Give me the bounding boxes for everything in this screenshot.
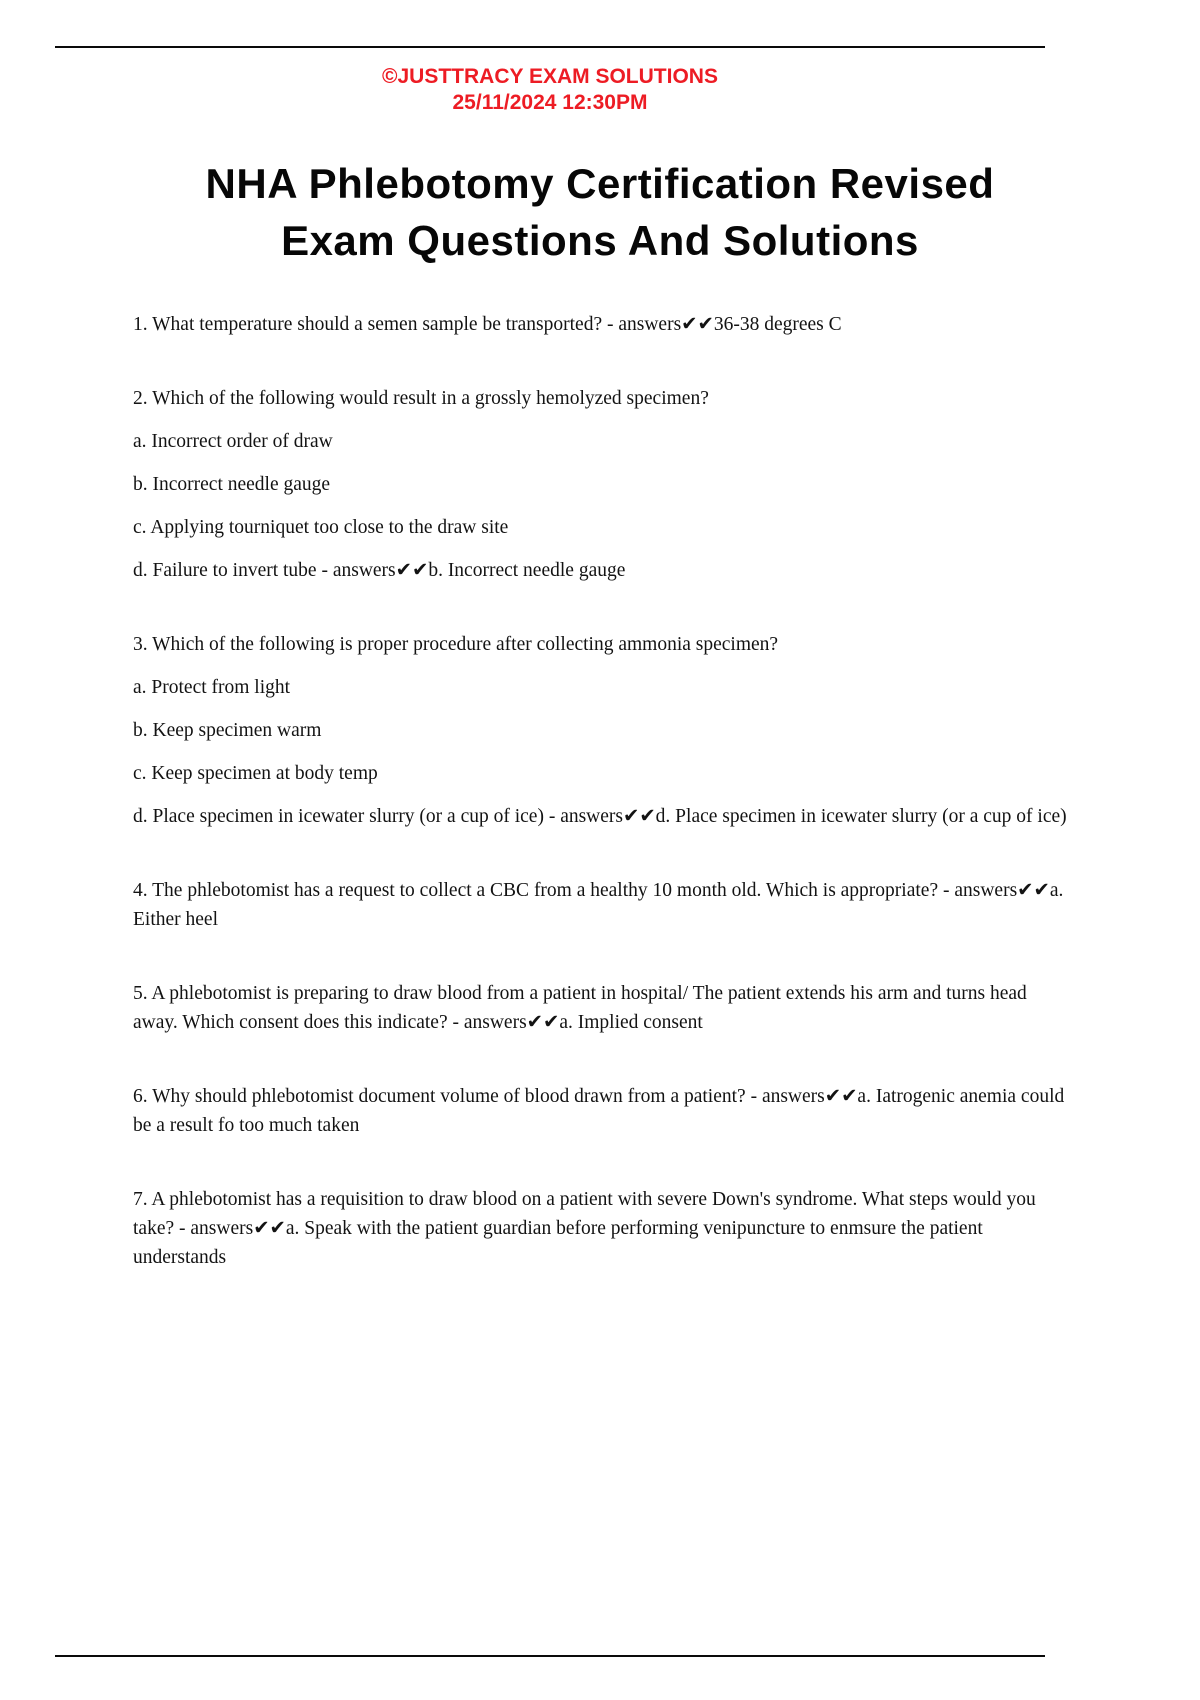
question-paragraph: 6. Why should phlebotomist document volume of blood drawn from a patient? - answers✔✔a. Iatrogenic anemia could be a result fo too much taken (133, 1086, 1065, 1136)
document-title-line1: NHA Phlebotomy Certification Revised (205, 160, 995, 207)
question-paragraph: 3. Which of the following is proper procedure after collecting ammonia specimen? (133, 634, 779, 655)
question-paragraph: b. Keep specimen warm (133, 720, 322, 741)
question-block-5 (133, 979, 1068, 1037)
top-divider (55, 46, 1045, 48)
question-block-7 (133, 1185, 1068, 1272)
question-paragraph: 5. A phlebotomist is preparing to draw blood from a patient in hospital/ The patient extends his arm and turns head away. Which consent does this indicate? - answers✔✔a. Implied consent (133, 983, 1027, 1033)
question-block-4 (133, 876, 1068, 934)
question-paragraph: a. Incorrect order of draw (133, 431, 333, 452)
question-paragraph: 4. The phlebotomist has a request to collect a CBC from a healthy 10 month old. Which is appropriate? - answers✔✔a. Either heel (133, 880, 1064, 930)
question-block-1 (133, 310, 1068, 339)
question-paragraph: d. Place specimen in icewater slurry (or a cup of ice) - answers✔✔d. Place specimen in icewater slurry (or a cup of ice) (133, 806, 1067, 827)
question-block-3 (133, 630, 1068, 831)
header-timestamp: 25/11/2024 12:30PM (452, 91, 648, 114)
question-paragraph: 7. A phlebotomist has a requisition to draw blood on a patient with severe Down's syndrome. What steps would you take? - answers✔✔a. Speak with the patient guardian before performing venipuncture to enmsure the patient understands (133, 1189, 1036, 1268)
bottom-divider (55, 1655, 1045, 1657)
document-title-line2: Exam Questions And Solutions (281, 217, 919, 264)
question-block-6 (133, 1082, 1068, 1140)
question-paragraph: b. Incorrect needle gauge (133, 474, 331, 495)
question-paragraph: d. Failure to invert tube - answers✔✔b. Incorrect needle gauge (133, 560, 626, 581)
document-title (100, 155, 1100, 269)
question-block-2 (133, 384, 1068, 585)
question-paragraph: c. Keep specimen at body temp (133, 763, 378, 784)
question-paragraph: c. Applying tourniquet too close to the draw site (133, 517, 509, 538)
page-header (0, 64, 1100, 116)
question-paragraph: 2. Which of the following would result in a grossly hemolyzed specimen? (133, 388, 709, 409)
header-copyright: ©JUSTTRACY EXAM SOLUTIONS (382, 65, 718, 88)
document-body (133, 310, 1068, 1317)
question-paragraph: a. Protect from light (133, 677, 291, 698)
question-paragraph: 1. What temperature should a semen sample be transported? - answers✔✔36-38 degrees C (133, 314, 842, 335)
